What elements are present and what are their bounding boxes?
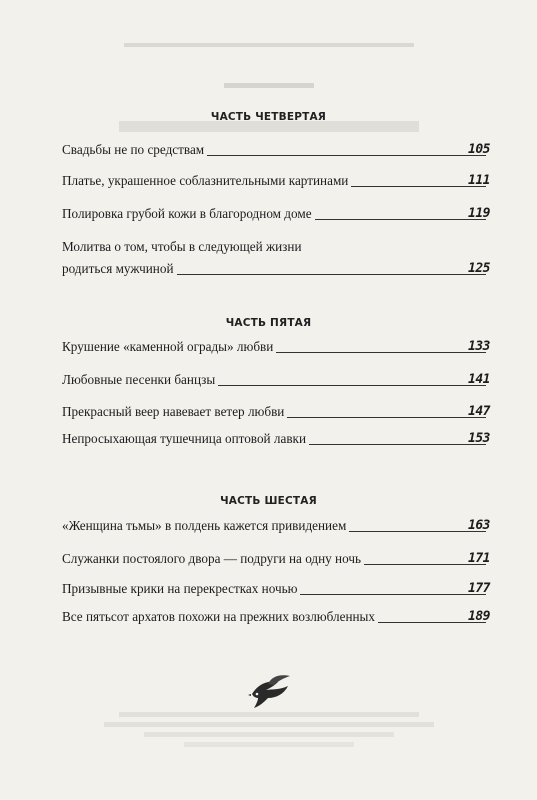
- dot-leader: [218, 384, 486, 386]
- toc-entry[interactable]: [62, 515, 490, 537]
- dot-leader: [177, 273, 486, 275]
- toc-entry[interactable]: [62, 336, 490, 358]
- part-heading: ЧАСТЬ ЧЕТВЕРТАЯ: [210, 111, 327, 123]
- bleed-through-line: [0, 80, 537, 94]
- toc-entry-title: «Женщина тьмы» в полдень кажется привидением: [62, 518, 347, 533]
- toc-entry-page: 189: [468, 609, 490, 624]
- toc-entry-page: 133: [468, 339, 490, 354]
- dot-leader: [207, 154, 486, 156]
- toc-entry-page: 153: [468, 431, 490, 446]
- toc-entry-page: 177: [468, 581, 490, 596]
- part-heading: ЧАСТЬ ПЯТАЯ: [225, 317, 312, 329]
- part-heading: ЧАСТЬ ШЕСТАЯ: [220, 495, 317, 507]
- toc-entry-page: 171: [468, 551, 490, 566]
- toc-entry-title-continued: родиться мужчиной: [62, 261, 174, 276]
- toc-entry-title: Все пятьсот архатов похожи на прежних возлюбленных: [62, 609, 376, 624]
- dot-leader: [309, 443, 486, 445]
- toc-entry-title: Крушение «каменной ограды» любви: [62, 339, 274, 354]
- toc-entry-title: Служанки постоялого двора — подруги на одну ночь: [62, 551, 362, 566]
- toc-entry[interactable]: [62, 236, 490, 280]
- toc-entry[interactable]: [62, 606, 490, 628]
- dot-leader: [351, 185, 486, 187]
- toc-entry-page: 147: [468, 404, 490, 419]
- toc-entry-title: Молитва о том, чтобы в следующей жизни: [62, 239, 302, 254]
- toc-entry-page: 163: [468, 518, 490, 533]
- bleed-through-line: [0, 40, 537, 54]
- dot-leader: [315, 218, 486, 220]
- dot-leader: [287, 416, 486, 418]
- toc-entry-title: Свадьбы не по средствам: [62, 142, 205, 157]
- toc-entry-page: 105: [468, 142, 490, 157]
- toc-entry-title: Призывные крики на перекрестках ночью: [62, 581, 298, 596]
- toc-entry-title: Любовные песенки банцзы: [62, 372, 216, 387]
- toc-entry-title: Полировка грубой кожи в благородном доме: [62, 206, 312, 221]
- toc-entry-page: 125: [468, 261, 490, 276]
- toc-entry[interactable]: [62, 170, 490, 192]
- toc-entry-page: 119: [468, 206, 490, 221]
- toc-entry-page: 111: [468, 173, 490, 188]
- toc-entry[interactable]: [62, 139, 490, 161]
- toc-entry-title: Непросыхающая тушечница оптовой лавки: [62, 431, 307, 446]
- toc-entry[interactable]: [62, 578, 490, 600]
- toc-entry[interactable]: [62, 369, 490, 391]
- toc-entry-title: Прекрасный веер навевает ветер любви: [62, 404, 285, 419]
- toc-entry-page: 141: [468, 372, 490, 387]
- bird-logo-icon: [248, 672, 294, 717]
- toc-entry[interactable]: [62, 548, 490, 570]
- toc-entry[interactable]: [62, 428, 490, 450]
- dot-leader: [276, 351, 486, 353]
- toc-entry[interactable]: [62, 203, 490, 225]
- toc-entry[interactable]: [62, 401, 490, 423]
- dot-leader: [300, 593, 486, 595]
- toc-entry-title: Платье, украшенное соблазнительными картинами: [62, 173, 349, 188]
- dot-leader: [349, 530, 486, 532]
